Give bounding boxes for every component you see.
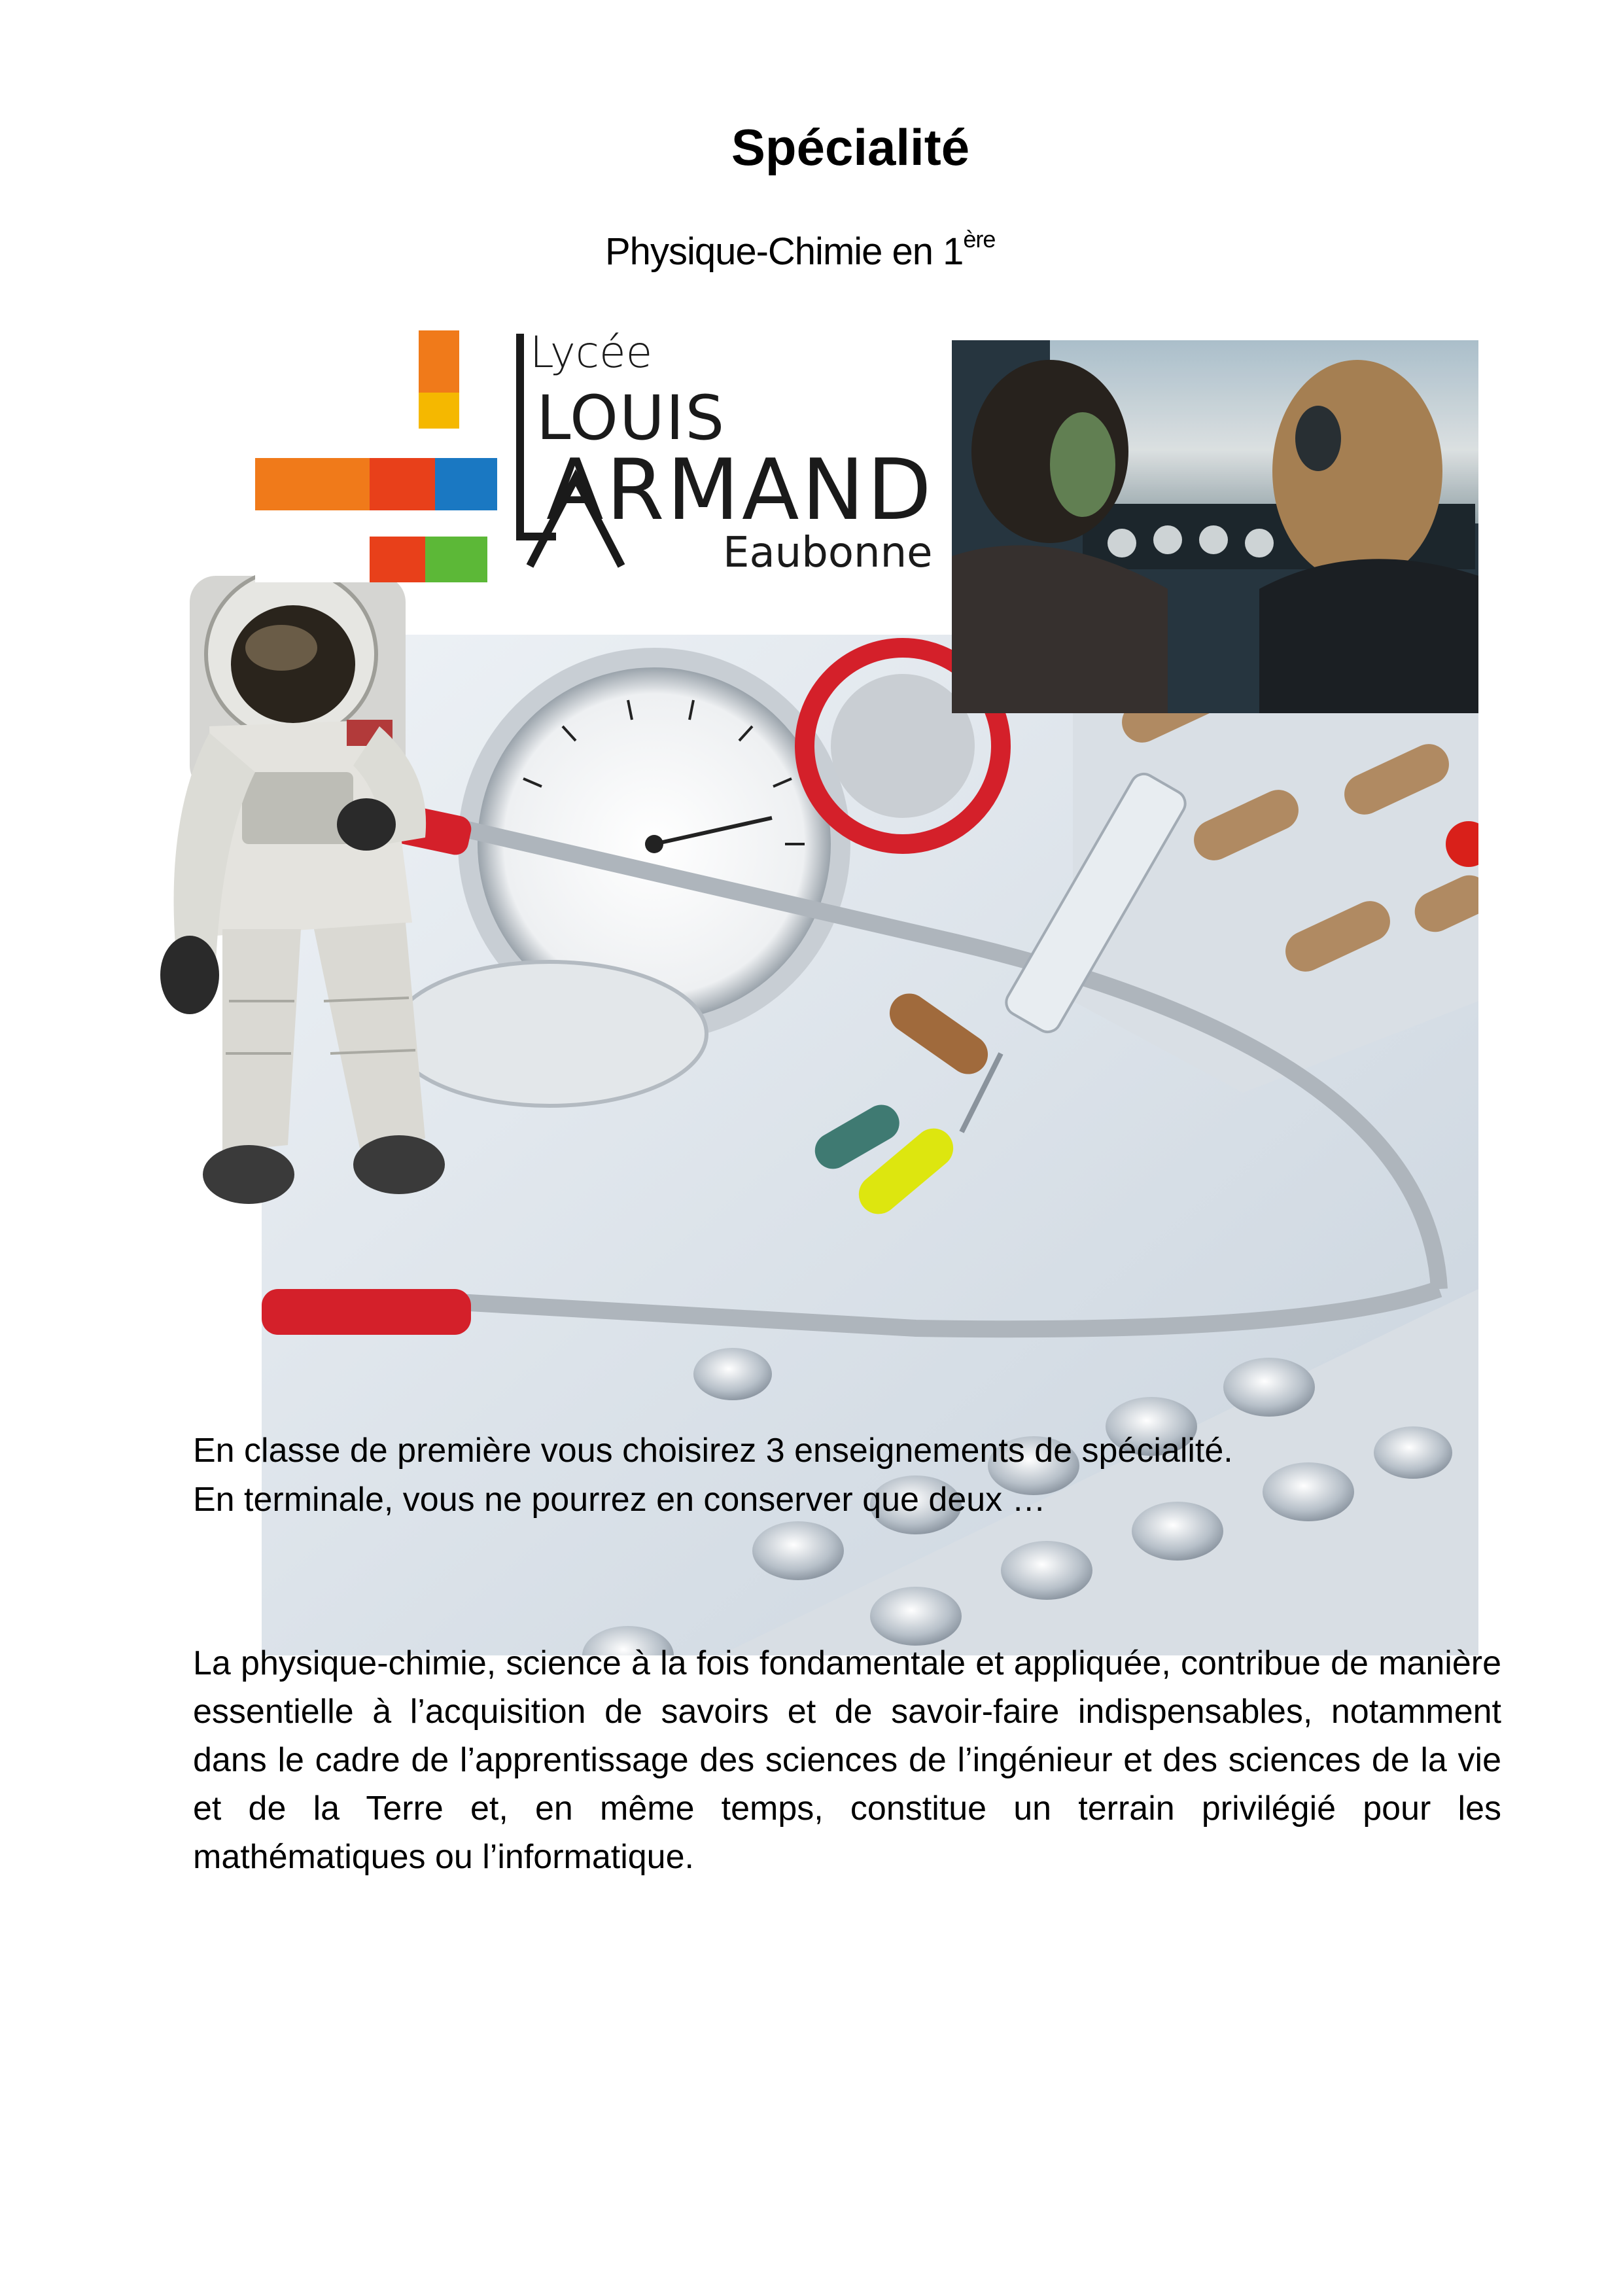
description-paragraph: La physique-chimie, science à la fois fondamentale et appliquée, contribue de manière essentielle à l’acquisition de savoirs et de savoir-faire indispensables, notamment dans le cadre de l’apprentissage des sciences de l’ingénieur et des sciences de la vie et de la Terre et, en même temps, constitue un terrain privilégié pour les mathématiques ou l’informatique. xyxy=(193,1644,1501,1876)
subtitle-superscript: ère xyxy=(963,226,996,253)
cockpit-photo xyxy=(952,340,1478,713)
illustration-collage xyxy=(150,314,1478,1361)
logo-louis: LOUIS xyxy=(536,383,726,454)
subtitle-text: Physique-Chimie en 1 xyxy=(605,230,964,273)
logo-eaubonne: Eaubonne xyxy=(723,529,933,577)
page-title: Spécialité xyxy=(731,118,970,176)
intro-line-1: En classe de première vous choisirez 3 enseignements de spécialité. xyxy=(193,1432,1233,1470)
intro-line-2: En terminale, vous ne pourrez en conserver que deux … xyxy=(193,1481,1046,1519)
astronaut-image xyxy=(150,556,491,1224)
school-logo xyxy=(255,321,949,582)
page-subtitle xyxy=(605,226,995,274)
logo-armand: ARMAND xyxy=(546,442,934,539)
logo-lycee: Lycée xyxy=(530,327,653,378)
